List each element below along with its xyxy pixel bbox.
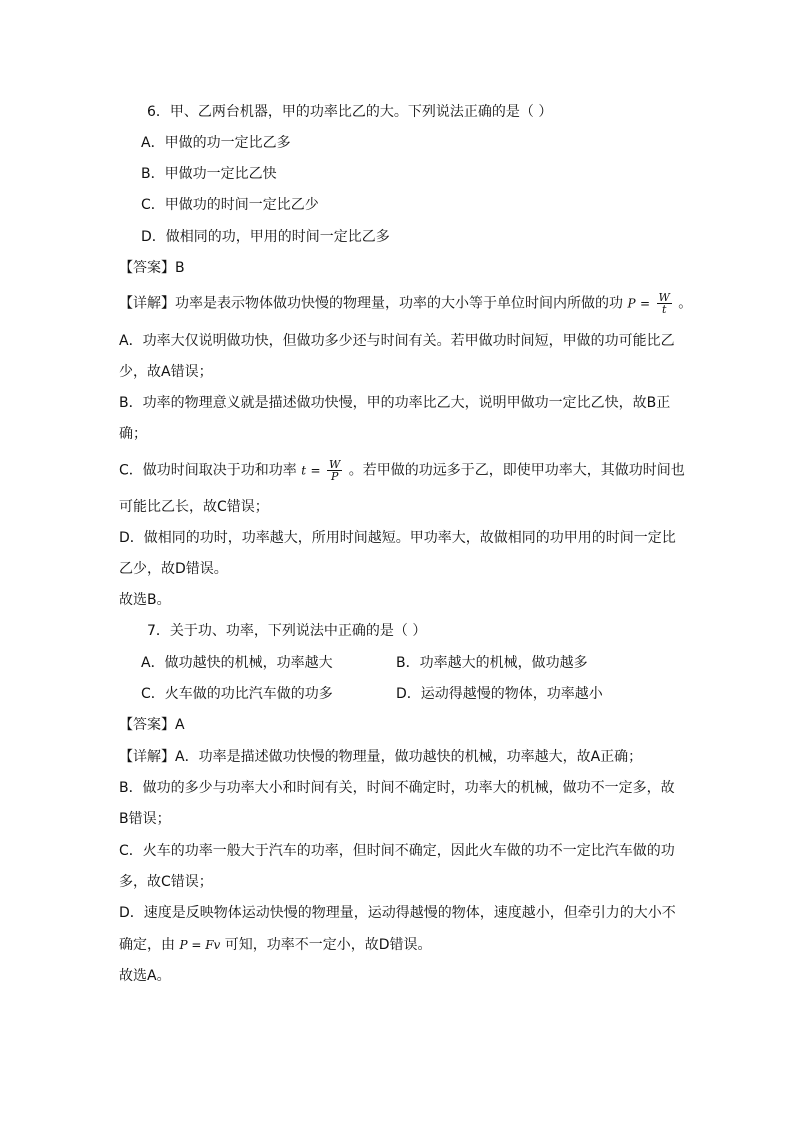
q7-explain-d-post: 可知，功率不一定小，故D错误。 [224,937,432,953]
q6-option-c: C．甲做功的时间一定比乙少 [141,197,319,213]
formula-t-fraction [327,459,342,482]
formula-p-denominator: t [661,303,667,316]
q6-explain-b-2: 确； [119,426,147,442]
q7-conclusion: 故选A。 [119,968,171,984]
q7-option-c: C．火车做的功比汽车做的功多 [141,686,333,702]
q7-explain-d-pre: 确定，由 [119,937,175,953]
q7-explain-b-2: B错误； [119,811,171,827]
formula-p-fraction [657,292,672,315]
q7-explain-a: 【详解】A．功率是描述做功快慢的物理量，做功越快的机械，功率越大，故A正确； [119,749,643,765]
q6-option-b: B．甲做功一定比乙快 [141,166,277,182]
q7-stem: 7．关于功、功率，下列说法中正确的是（ ） [147,623,427,639]
q7-option-d: D．运动得越慢的物体，功率越小 [396,686,603,702]
q6-explain-a-2: 少，故A错误； [119,364,213,380]
formula-p-eq: = [639,296,651,311]
q6-explain-c-post: 。若甲做的功远多于乙，即使甲功率大，其做功时间也 [348,462,685,479]
q6-conclusion: 故选B。 [119,592,171,608]
q6-stem: 6．甲、乙两台机器，甲的功率比乙的大。下列说法正确的是（ ） [147,104,553,120]
formula-p-lhs: P [627,296,636,311]
q6-option-a: A．甲做的功一定比乙多 [141,135,291,151]
q6-detail-intro [119,292,692,315]
q6-explain-c-2: 可能比乙长，故C错误； [119,499,269,515]
q7-explain-b-1: B．做功的多少与功率大小和时间有关，时间不确定时，功率大的机械，做功不一定多，故 [119,780,675,796]
formula-p-numerator: W [658,291,670,304]
q7-explain-d-1: D．速度是反映物体运动快慢的物理量，运动得越慢的物体，速度越小，但牵引力的大小不 [119,905,676,921]
q7-explain-c-1: C．火车的功率一般大于汽车的功率，但时间不确定，因此火车做的功不一定比汽车做的功 [119,843,675,859]
q6-explain-a-1: A．功率大仅说明做功快，但做功多少还与时间有关。若甲做功时间短，甲做的功可能比乙 [119,333,675,349]
q7-explain-c-2: 多，故C错误； [119,874,213,890]
q7-explain-d-2 [119,935,432,955]
q6-explain-d-1: D．做相同的功时，功率越大，所用时间越短。甲功率大，故做相同的功甲用的时间一定比 [119,530,676,546]
formula-t-denominator: P [330,470,339,483]
q7-option-b: B．功率越大的机械，做功越多 [396,655,588,671]
q6-detail-text: 【详解】功率是表示物体做功快慢的物理量，功率的大小等于单位时间内所做的功 [119,295,623,312]
formula-t-eq: = [310,463,321,478]
formula-t-numerator: W [329,458,341,471]
formula-p-tail: 。 [678,295,693,312]
q6-explain-d-2: 乙少，故D错误。 [119,561,228,577]
formula-t-lhs: t [301,463,307,478]
q6-option-d: D．做相同的功，甲用的时间一定比乙多 [141,229,390,245]
q6-explain-b-1: B．功率的物理意义就是描述做功快慢，甲的功率比乙大，说明甲做功一定比乙快，故B正 [119,395,671,411]
q7-option-a: A．做功越快的机械，功率越大 [141,655,333,671]
q6-explain-c-pre: C．做功时间取决于功和功率 [119,462,297,479]
q6-answer: 【答案】B [119,260,185,276]
formula-pfv: P = Fv [179,938,221,952]
q7-answer: 【答案】A [119,717,185,733]
q6-explain-c-1 [119,459,685,482]
